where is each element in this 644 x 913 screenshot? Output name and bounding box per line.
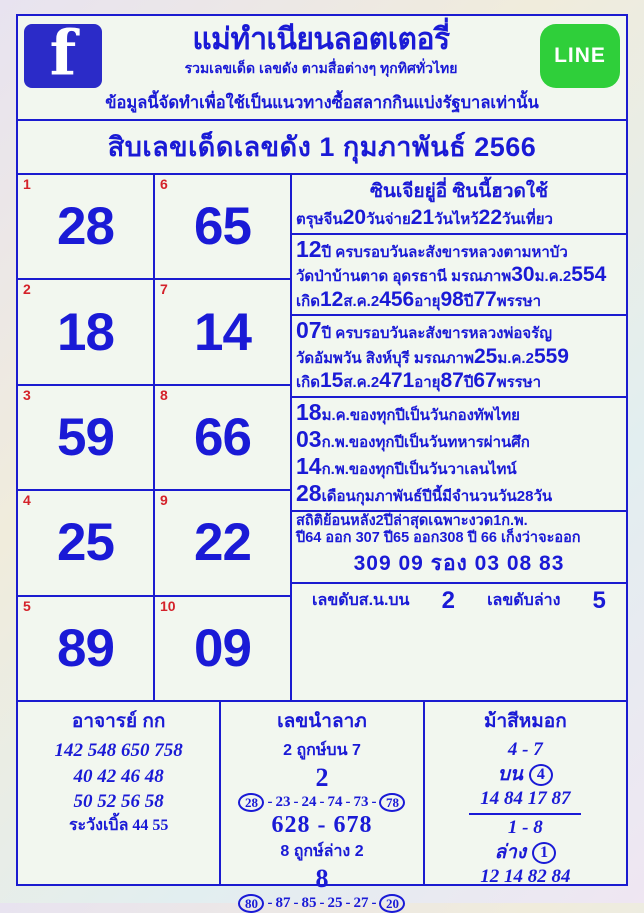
number-cell[interactable] <box>18 491 153 594</box>
note-text: ปี <box>463 292 474 310</box>
dead-top-value: 2 <box>441 586 455 614</box>
lucky-chips-top: 28 - 23 - 24 - 74 - 73 - 78 <box>225 793 418 812</box>
note-text: ม.ค.2 <box>497 349 534 367</box>
horse-top-pair: 4 - 7 <box>507 739 543 760</box>
note-block-luangta-mahabua <box>292 235 626 317</box>
chip-plain: 27 <box>353 895 369 911</box>
note-line <box>296 453 622 480</box>
note-text: พรรษา <box>496 292 542 310</box>
chip-plain: 87 <box>275 895 291 911</box>
footer-sections <box>18 702 626 911</box>
note-number: 67 <box>473 369 497 393</box>
number-value: 18 <box>57 302 114 362</box>
number-value: 59 <box>57 408 114 468</box>
note-text: วันจ่าย <box>366 211 411 228</box>
note-line <box>296 206 622 231</box>
chip: 80 <box>238 894 264 913</box>
note-number: 12 <box>319 287 344 311</box>
note-text: วัดป่าบ้านตาด อุดรธานี มรณภาพ <box>296 267 512 285</box>
note-number: 21 <box>410 206 435 229</box>
number-index: 10 <box>160 597 176 614</box>
facebook-icon[interactable] <box>24 24 102 88</box>
footer-col-horse <box>423 702 626 888</box>
horse-top-numbers: 14 84 17 87 <box>480 788 571 810</box>
note-text: ส.ค.2 <box>343 374 380 392</box>
predicted-draws: 309 09 รอง 03 08 83 <box>353 551 565 575</box>
note-number: 554 <box>571 262 607 286</box>
note-number: 25 <box>473 344 498 368</box>
note-text: วันเที่ยว <box>502 211 553 228</box>
note-text: ตรุษจีน <box>296 211 343 228</box>
note-line <box>296 288 622 313</box>
number-index: 4 <box>23 492 31 509</box>
dead-bottom-value: 5 <box>592 586 606 614</box>
body <box>18 175 626 702</box>
note-line <box>296 426 622 453</box>
notes-column <box>292 175 626 700</box>
note-text: ปี <box>463 374 474 392</box>
note-text: วันไหว้ <box>434 211 479 228</box>
number-cell[interactable] <box>18 597 153 700</box>
note-line <box>296 369 622 394</box>
note-number: 77 <box>473 287 497 311</box>
note-number: 15 <box>319 369 344 393</box>
line-label: LINE <box>554 44 606 67</box>
note-line <box>296 317 622 344</box>
stats-line-1: สถิติย้อนหลัง2ปีล่าสุดเฉพาะงวด1ก.พ. <box>296 512 528 529</box>
chip-plain: 85 <box>301 895 317 911</box>
note-number: 12 <box>296 235 322 262</box>
number-value: 25 <box>57 513 114 573</box>
horse-top-label: บน <box>497 763 523 785</box>
number-cell[interactable] <box>153 491 290 594</box>
number-value: 66 <box>194 408 251 468</box>
horse-bottom-pair: 1 - 8 <box>507 817 543 839</box>
note-text: ม.ค.ของทุกปีเป็นวันกองทัพไทย <box>321 407 520 425</box>
note-number: 28 <box>296 480 322 507</box>
number-row <box>18 280 290 385</box>
dead-bottom-label: เลขดับล่าง <box>487 592 561 610</box>
number-index: 7 <box>160 281 168 298</box>
lucky-bottom-big: 8 <box>315 864 329 893</box>
horse-bottom-numbers: 12 14 82 84 <box>480 866 571 888</box>
note-text: เกิด <box>296 374 320 392</box>
chip-plain: 23 <box>275 794 291 810</box>
note-line <box>296 480 622 507</box>
number-index: 2 <box>23 281 31 298</box>
number-value: 89 <box>57 618 114 678</box>
footer-row: 142 548 650 758 <box>54 740 183 761</box>
number-cell[interactable] <box>18 386 153 489</box>
number-index: 9 <box>160 492 168 509</box>
chip-plain: 25 <box>327 895 343 911</box>
footer-col-ajarn <box>18 702 219 884</box>
number-row <box>18 386 290 491</box>
number-cell[interactable] <box>153 280 290 383</box>
note-block-chinese-new-year <box>292 175 626 235</box>
header <box>18 16 626 90</box>
footer-row: 50 52 56 58 <box>73 791 164 813</box>
date-headline: สิบเลขเด็ดเลขดัง 1 กุมภาพันธ์ 2566 <box>18 121 626 175</box>
note-block-statistics <box>292 512 626 584</box>
page-subtitle: รวมเลขเด็ด เลขดัง ตามสื่อต่างๆ ทุกทิศทั่วไทย <box>184 59 458 76</box>
number-index: 3 <box>23 386 31 403</box>
note-line <box>296 263 622 288</box>
note-number: 30 <box>511 262 535 286</box>
note-text: วัดอัมพวัน สิงห์บุรี มรณภาพ <box>296 349 474 367</box>
note-number: 20 <box>342 206 367 229</box>
note-text: ปี ครบรอบวันละสังขารหลวงพ่อจรัญ <box>321 325 552 343</box>
number-row <box>18 597 290 700</box>
note-text: ปี ครบรอบวันละสังขารหลวงตามหาบัว <box>321 243 568 261</box>
chip-plain: 74 <box>327 794 343 810</box>
number-row <box>18 491 290 596</box>
note-text: ม.ค.2 <box>534 267 572 285</box>
number-value: 09 <box>194 618 251 678</box>
lucky-bottom-line: 8 ถูกษ์ล่าง 2 <box>280 843 364 860</box>
note-number: 456 <box>379 287 415 311</box>
note-number: 471 <box>379 369 415 393</box>
note-number: 14 <box>296 453 322 480</box>
number-value: 28 <box>57 197 114 257</box>
note-line <box>296 236 622 263</box>
note-line <box>296 345 622 370</box>
note-number: 07 <box>296 317 322 344</box>
number-cell[interactable] <box>18 280 153 383</box>
note-number: 87 <box>440 369 464 393</box>
dead-top-label: เลขดับส.น.บน <box>312 592 410 610</box>
note-block-dead-numbers <box>292 584 626 618</box>
number-index: 6 <box>160 176 168 192</box>
number-cell[interactable] <box>153 386 290 489</box>
note-line <box>296 399 622 426</box>
divider <box>469 813 581 815</box>
horse-bottom-circle: 1 <box>532 842 556 864</box>
number-value: 65 <box>194 197 251 257</box>
lucky-number-grid <box>18 175 292 700</box>
horse-bottom-label: ล่าง <box>494 841 527 863</box>
note-text: เดือนกุมภาพันธ์ปีนี้มีจำนวนวัน28วัน <box>321 488 553 506</box>
chip: 78 <box>379 793 405 812</box>
horse-top-row <box>429 763 622 788</box>
chip: 28 <box>238 793 264 812</box>
note-text: เกิด <box>296 292 320 310</box>
number-cell[interactable] <box>153 597 290 700</box>
lucky-chips-bottom: 80 - 87 - 85 - 25 - 27 - 20 <box>225 894 418 913</box>
chip: 20 <box>379 894 405 913</box>
note-number: 22 <box>478 206 503 229</box>
lucky-pair: 628 - 678 <box>271 812 373 838</box>
note-number: 03 <box>296 426 322 453</box>
line-icon[interactable] <box>540 24 620 88</box>
note-text: อายุ <box>414 292 441 310</box>
page-title: แม่ทำเนียนลอตเตอรี่ <box>192 23 450 56</box>
note-block-important-days <box>292 398 626 512</box>
number-index: 5 <box>23 597 31 614</box>
number-value: 14 <box>194 302 251 362</box>
note-text: ส.ค.2 <box>343 292 380 310</box>
note-text: อายุ <box>414 374 441 392</box>
number-cell[interactable] <box>18 175 153 278</box>
note-number: 559 <box>533 344 569 368</box>
number-row <box>18 175 290 280</box>
number-index: 8 <box>160 386 168 403</box>
footer-warning: ระวังเบิ้ล 44 55 <box>68 816 169 834</box>
disclaimer-notice: ข้อมูลนี้จัดทำเพื่อใช้เป็นแนวทางซื้อสลากกินแบ่งรัฐบาลเท่านั้น <box>18 90 626 121</box>
horse-bottom-row <box>429 841 622 866</box>
footer-row: 40 42 46 48 <box>73 765 164 787</box>
stats-line-2: ปี64 ออก 307 ปี65 ออก308 ปี 66 เก็งว่าจะออก <box>296 529 581 546</box>
footer-title: อาจารย์ กก <box>71 711 166 732</box>
note-block-luangpho-charan <box>292 316 626 398</box>
note-text: พรรษา <box>496 374 542 392</box>
number-cell[interactable] <box>153 175 290 278</box>
note-heading: ซินเจียยู่อี่ ซินนี้ฮวดใช้ <box>369 181 549 202</box>
lucky-top-big: 2 <box>315 763 329 792</box>
footer-col-lucky <box>219 702 422 911</box>
chip-plain: 73 <box>353 794 369 810</box>
footer-title: ม้าสีหมอก <box>483 711 567 732</box>
note-number: 98 <box>440 287 464 311</box>
number-value: 22 <box>194 513 251 573</box>
title-block <box>108 22 534 80</box>
horse-top-circle: 4 <box>529 764 553 786</box>
lucky-top-line: 2 ถูกษ์บน 7 <box>283 742 361 759</box>
footer-title: เลขนำลาภ <box>277 711 367 732</box>
note-number: 18 <box>296 399 322 426</box>
note-text: ก.พ.ของทุกปีเป็นวันทหารผ่านศึก <box>321 434 530 452</box>
number-index: 1 <box>23 176 31 192</box>
note-text: ก.พ.ของทุกปีเป็นวันวาเลนไทน์ <box>321 461 517 479</box>
chip-plain: 24 <box>301 794 317 810</box>
lottery-sheet <box>16 14 628 911</box>
